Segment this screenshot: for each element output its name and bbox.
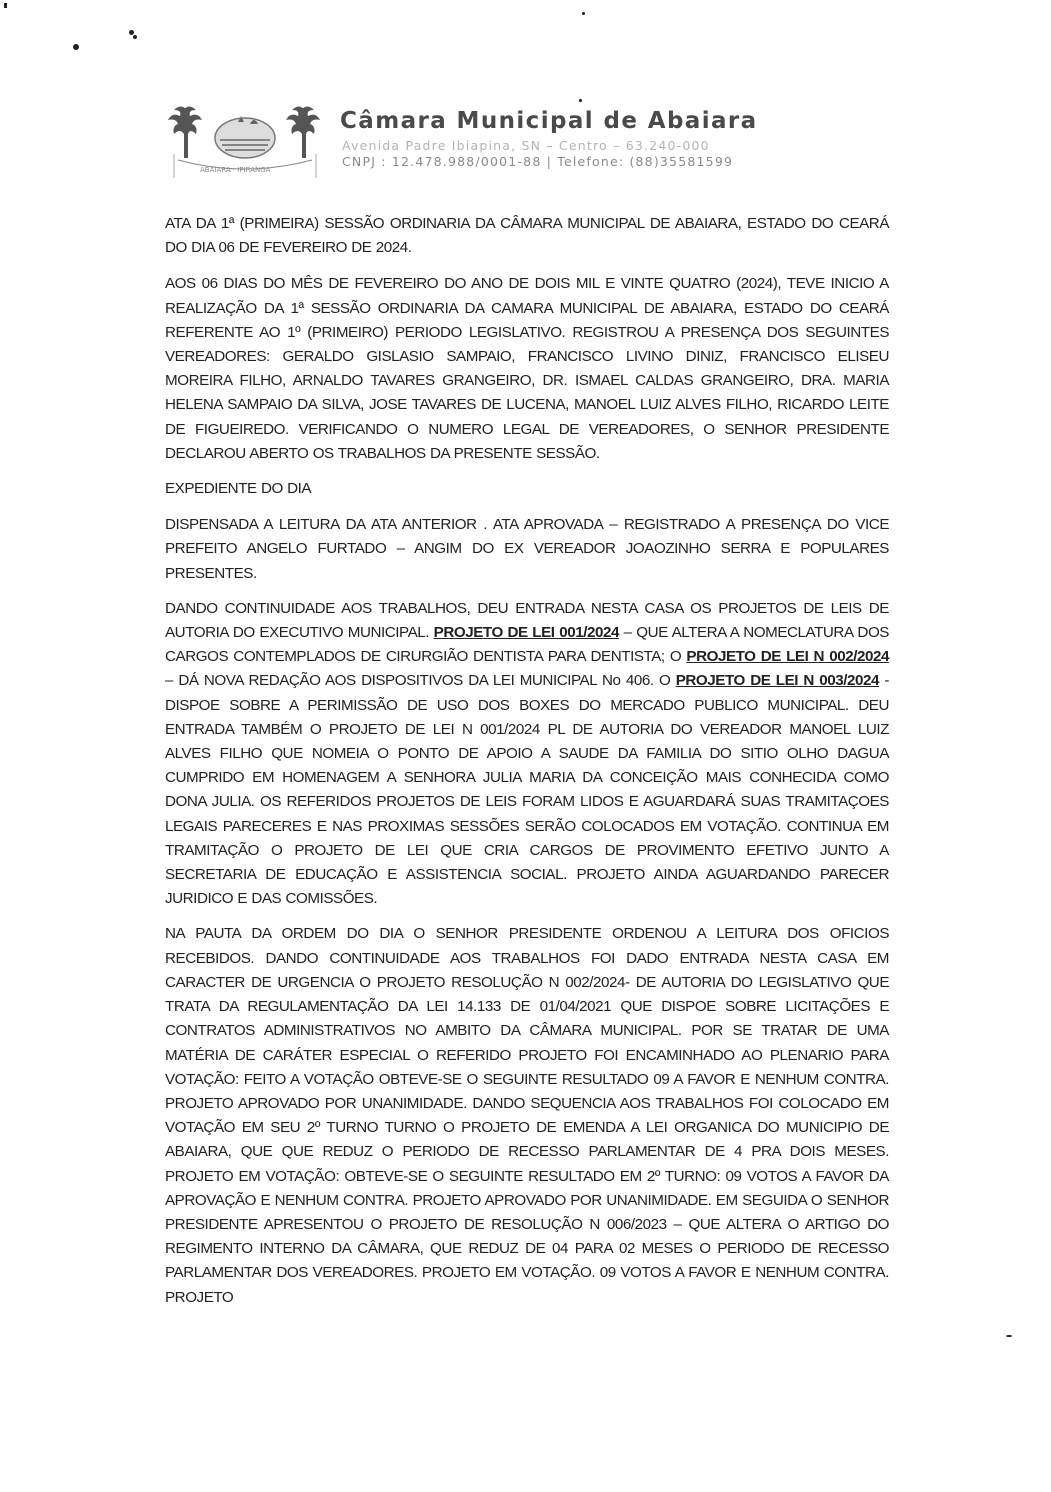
paragraph-attendance: AOS 06 DIAS DO MÊS DE FEVEREIRO DO ANO DE DOIS MIL E VINTE QUATRO (2024), TEVE INICIO A REALIZAÇÃO DA 1ª SESSÃO ORDINARIA DA CAMARA MUNICIPAL DE ABAIARA, ESTADO DO CEARÁ REFERENTE AO 1º (PRIMEIRO) PERIODO LEGISLATIVO. REGISTROU A PRESENÇA DOS SEGUINTES VEREADORES: GERALDO GISLASIO SAMPAIO, FRANCISCO LIVINO DINIZ, FRANCISCO ELISEU MOREIRA FILHO, ARNALDO TAVARES GRANGEIRO, DR. ISMAEL CALDAS GRANGEIRO, DRA. MARIA HELENA SAMPAIO DA SILVA, JOSE TAVARES DE LUCENA, MANOEL LUIZ ALVES FILHO, RICARDO LEITE DE FIGUEIREDO. VERIFICANDO O NUMERO LEGAL DE VEREADORES, O SENHOR PRESIDENTE DECLAROU ABERTO OS TRABALHOS DA PRESENTE SESSÃO.: [165, 275, 889, 462]
bill-reference: PROJETO DE LEI N 002/2024: [686, 648, 889, 666]
scan-speck: [1006, 1335, 1012, 1337]
text-segment: DANDO CONTINUIDADE AOS TRABALHOS, DEU ENTRADA NESTA CASA OS PROJETOS DE LEIS DE AUTORIA DO EXECUTIVO MUNICIPAL.: [165, 599, 889, 642]
paragraph-bills: [165, 597, 889, 912]
coat-of-arms-logo: [160, 98, 330, 184]
document-title: ATA DA 1ª (PRIMEIRA) SESSÃO ORDINARIA DA CÂMARA MUNICIPAL DE ABAIARA, ESTADO DO CEARÁ DO DIA 06 DE FEVEREIRO DE 2024.: [165, 215, 889, 257]
organization-address: Avenida Padre Ibiapina, SN – Centro – 63.240-000: [342, 138, 710, 153]
bill-reference: PROJETO DE LEI 001/2024: [433, 624, 619, 642]
letterhead: [160, 98, 890, 188]
scan-speck: [73, 44, 79, 50]
text-segment: – QUE ALTERA A NOMECLATURA DOS CARGOS CONTEMPLADOS DE CIRURGIÃO DENTISTA PARA DENTISTA; O: [165, 624, 889, 666]
section-heading: EXPEDIENTE DO DIA: [165, 480, 312, 498]
organization-cnpj-phone: CNPJ : 12.478.988/0001-88 | Telefone: (88)35581599: [342, 154, 734, 169]
svg-text:ABAIARA · IPIRANGA: ABAIARA · IPIRANGA: [200, 166, 271, 174]
document-body: [165, 212, 889, 1321]
text-segment: -DISPOE SOBRE A PERIMISSÃO DE USO DOS BOXES DO MERCADO PUBLICO MUNICIPAL. DEU ENTRADA TAMBÉM O PROJETO DE LEI N 001/2024 PL DE AUTORIA DO VEREADOR MANOEL LUIZ ALVES FILHO QUE NOMEIA O PONTO DE APOIO A SAUDE DA FAMILIA DO SITIO OLHO DAGUA CUMPRIDO EM HOMENAGEM A SENHORA JULIA MARIA DA CONCEIÇÃO MAIS CONHECIDA COMO DONA JULIA. OS REFERIDOS PROJETOS DE LEIS FORAM LIDOS E AGUARDARÁ SUAS TRAMITAÇOES LEGAIS PARECERES E NAS PROXIMAS SESSÕES SERÃO COLOCADOS EM VOTAÇÃO. CONTINUA EM TRAMITAÇÃO O PROJETO DE LEI QUE CRIA CARGOS DE PROVIMENTO EFETIVO JUNTO A SECRETARIA DE EDUCAÇÃO E ASSISTENCIA SOCIAL. PROJETO AINDA AGUARDANDO PARECER JURIDICO E DAS COMISSÕES.: [165, 672, 889, 908]
paragraph-previous-minutes: DISPENSADA A LEITURA DA ATA ANTERIOR . ATA APROVADA – REGISTRADO A PRESENÇA DO VICE PREFEITO ANGELO FURTADO – ANGIM DO EX VEREADOR JOAOZINHO SERRA E POPULARES PRESENTES.: [165, 516, 889, 582]
scan-speck: [4, 3, 7, 8]
paragraph-order-of-day: NA PAUTA DA ORDEM DO DIA O SENHOR PRESIDENTE ORDENOU A LEITURA DOS OFICIOS RECEBIDOS. DANDO CONTINUIDADE AOS TRABALHOS FOI DADO ENTRADA NESTA CASA EM CARACTER DE URGENCIA O PROJETO RESOLUÇÃO N 002/2024- DE AUTORIA DO LEGISLATIVO QUE TRATA DA REGULAMENTAÇÃO DA LEI 14.133 DE 01/04/2021 QUE DISPOE SOBRE LICITAÇÕES E CONTRATOS ADMINISTRATIVOS NO AMBITO DA CÂMARA MUNICIPAL. POR SE TRATAR DE UMA MATÉRIA DE CARÁTER ESPECIAL O REFERIDO PROJETO FOI ENCAMINHADO AO PLENARIO PARA VOTAÇÃO: FEITO A VOTAÇÃO OBTEVE-SE O SEGUINTE RESULTADO 09 A FAVOR E NENHUM CONTRA. PROJETO APROVADO POR UNANIMIDADE. DANDO SEQUENCIA AOS TRABALHOS FOI COLOCADO EM VOTAÇÃO EM SEU 2º TURNO TURNO O PROJETO DE EMENDA A LEI ORGANICA DO MUNICIPIO DE ABAIARA, QUE QUE REDUZ O PERIODO DE RECESSO PARLAMENTAR DE 4 PRA DOIS MESES. PROJETO EM VOTAÇÃO: OBTEVE-SE O SEGUINTE RESULTADO EM 2º TURNO: 09 VOTOS A FAVOR DA APROVAÇÃO E NENHUM CONTRA. PROJETO APROVADO POR UNANIMIDADE. EM SEGUIDA O SENHOR PRESIDENTE APRESENTOU O PROJETO DE RESOLUÇÃO N 006/2023 – QUE ALTERA O ARTIGO DO REGIMENTO INTERNO DA CÂMARA, QUE REDUZ DE 04 PARA 02 MESES O PERIODO DE RECESSO PARLAMENTAR DOS VEREADORES. PROJETO EM VOTAÇÃO. 09 VOTOS A FAVOR E NENHUM CONTRA. PROJETO: [165, 925, 889, 1306]
bill-reference: PROJETO DE LEI N 003/2024: [675, 672, 880, 690]
scan-speck: [133, 35, 137, 39]
organization-name: Câmara Municipal de Abaiara: [340, 108, 758, 134]
scan-speck: [582, 12, 585, 15]
text-segment: – DÁ NOVA REDAÇÃO AOS DISPOSITIVOS DA LEI MUNICIPAL No 406. O: [165, 672, 676, 690]
